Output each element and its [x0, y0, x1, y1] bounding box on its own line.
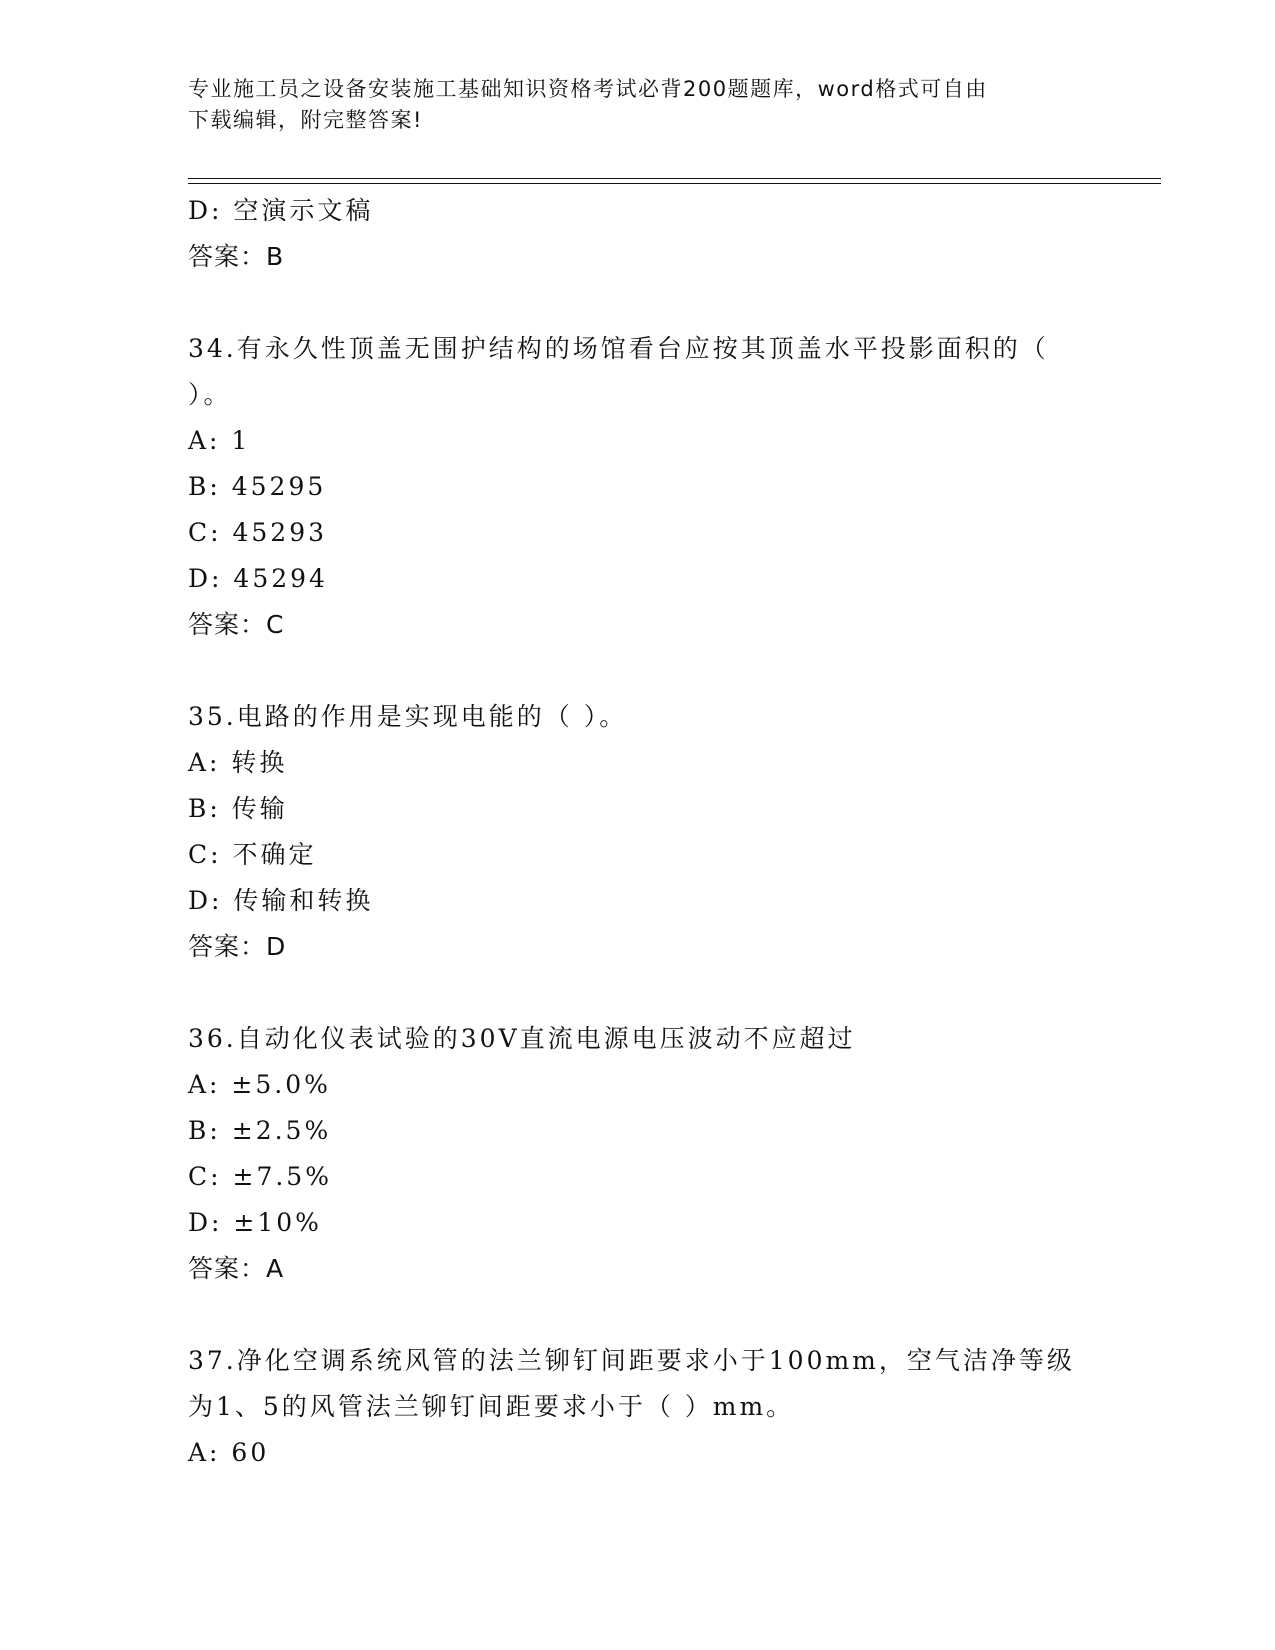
- option-a: A: 转换: [188, 748, 288, 777]
- option-a: A: 60: [188, 1438, 270, 1467]
- header-line-1: 专业施工员之设备安装施工基础知识资格考试必背200题题库，word格式可自由: [188, 77, 988, 101]
- document-header: [188, 74, 1078, 136]
- option-a: A: 1: [188, 426, 251, 455]
- question-stem-line-1: 37.净化空调系统风管的法兰铆钉间距要求小于100mm，空气洁净等级: [188, 1346, 1075, 1375]
- question-stem-line-2: ）。: [188, 380, 232, 409]
- option-a: A: ±5.0%: [188, 1070, 331, 1099]
- question-stem-line-1: 35.电路的作用是实现电能的（ ）。: [188, 702, 628, 731]
- option-b: B: 传输: [188, 794, 288, 823]
- option-d: D: ±10%: [188, 1208, 322, 1237]
- header-divider-bottom: [188, 183, 1161, 184]
- option-b: B: 45295: [188, 472, 327, 501]
- answer: 答案：D: [188, 932, 287, 961]
- option-b: B: ±2.5%: [188, 1116, 332, 1145]
- question-35: [188, 694, 1088, 970]
- question-stem-line-1: 36.自动化仪表试验的30V直流电源电压波动不应超过: [188, 1024, 856, 1053]
- answer: 答案：C: [188, 610, 285, 639]
- option-d: D: 45294: [188, 564, 328, 593]
- option-c: C: 45293: [188, 518, 328, 547]
- header-line-2: 下载编辑，附完整答案!: [188, 108, 423, 132]
- answer: 答案：B: [188, 242, 285, 271]
- question-36: [188, 1016, 1088, 1292]
- question-34: [188, 326, 1088, 648]
- option-c: C: 不确定: [188, 840, 317, 869]
- carryover-question: [188, 188, 1088, 280]
- question-37: [188, 1338, 1088, 1476]
- option-d: D: 空演示文稿: [188, 196, 374, 225]
- question-stem-line-2: 为1、5的风管法兰铆钉间距要求小于（ ）mm。: [188, 1392, 795, 1421]
- header-divider-top: [188, 178, 1161, 179]
- answer: 答案：A: [188, 1254, 285, 1283]
- question-stem-line-1: 34.有永久性顶盖无围护结构的场馆看台应按其顶盖水平投影面积的（: [188, 334, 1049, 363]
- option-d: D: 传输和转换: [188, 886, 374, 915]
- page-content: [188, 188, 1088, 1476]
- option-c: C: ±7.5%: [188, 1162, 332, 1191]
